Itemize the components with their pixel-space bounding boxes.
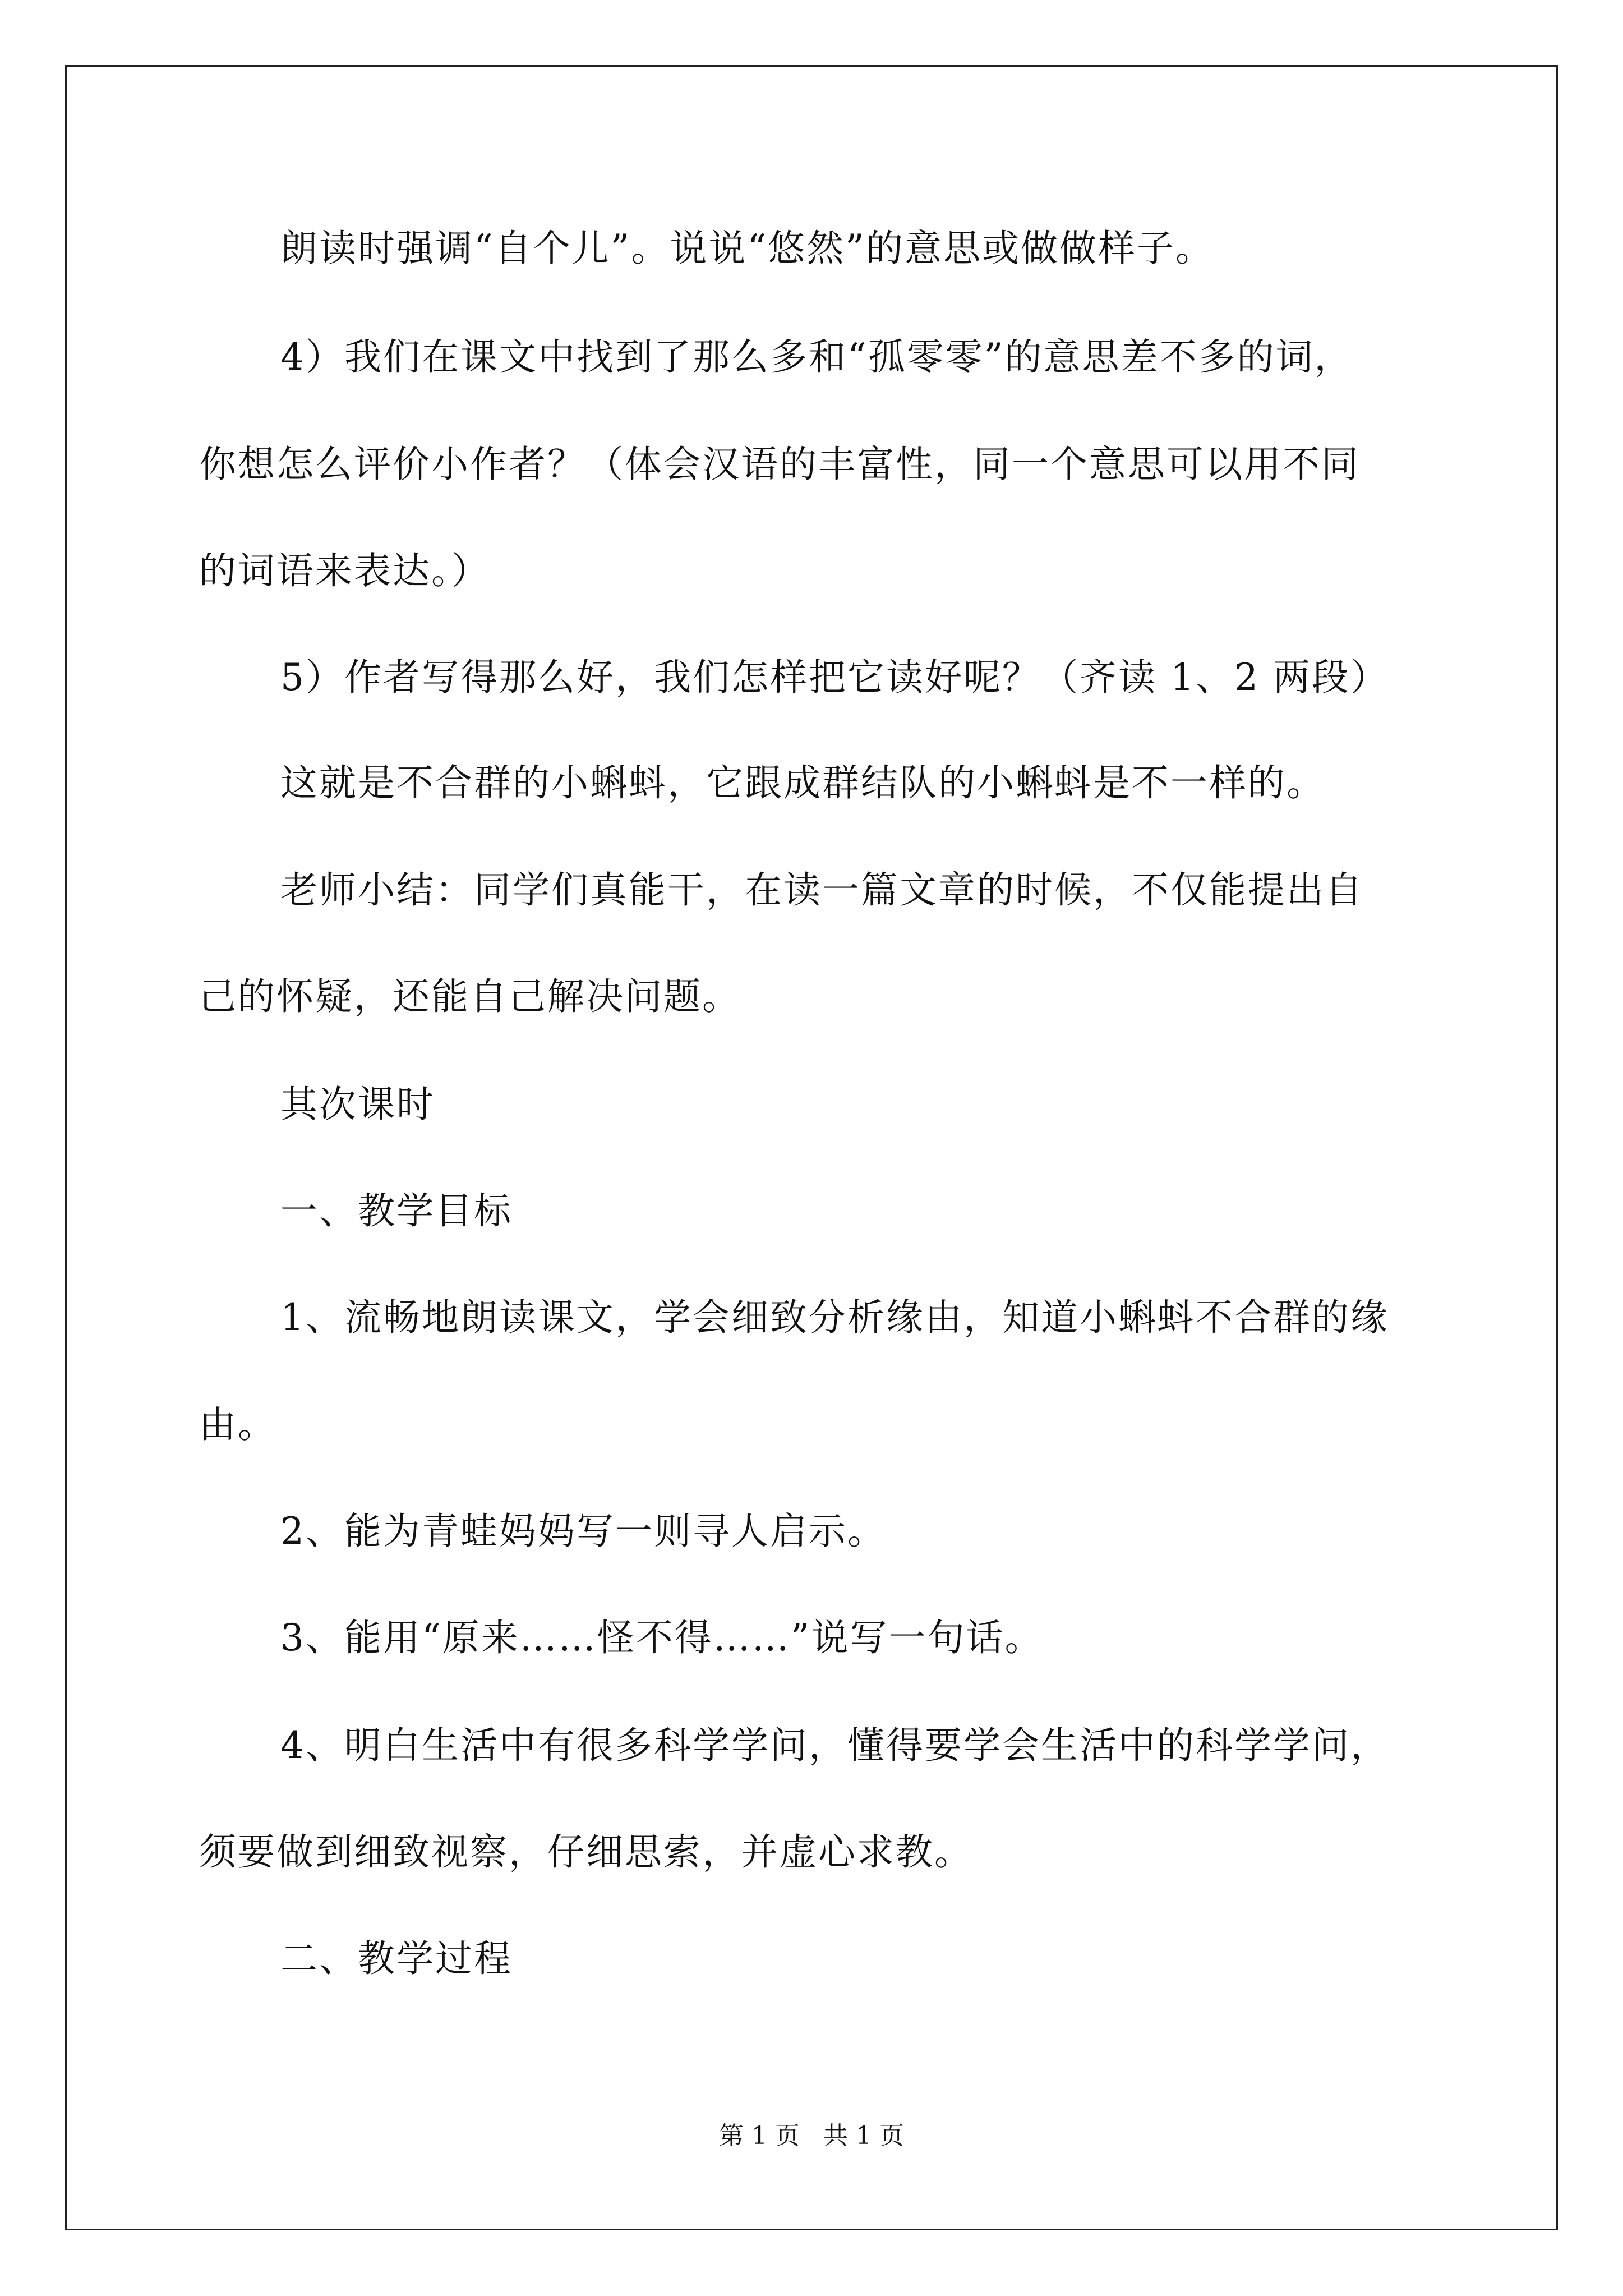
text-line-2: 4）我们在课文中找到了那么多和“孤零零”的意思差不多的词， (280, 335, 1353, 379)
text-line-3: 你想怎么评价小作者？（体会汉语的丰富性，同一个意思可以用不同 (199, 443, 1360, 486)
text-line-12: 由。 (199, 1403, 276, 1446)
text-line-4: 的词语来表达。） (199, 549, 490, 592)
section-heading-process: 二、教学过程 (280, 1937, 513, 1980)
text-line-11: 1、流畅地朗读课文，学会细致分析缘由，知道小蝌蚪不合群的缘 (280, 1296, 1389, 1339)
text-line-8: 己的怀疑，还能自己解决问题。 (199, 975, 741, 1018)
text-line-14: 3、能用“原来……怪不得……”说写一句话。 (280, 1616, 1044, 1659)
page-number-footer: 第 1 页 共 1 页 (719, 2122, 904, 2150)
text-line-6: 这就是不合群的小蝌蚪，它跟成群结队的小蝌蚪是不一样的。 (280, 761, 1325, 804)
text-line-5: 5）作者写得那么好，我们怎样把它读好呢？（齐读 1、2 两段） (280, 656, 1389, 699)
section-heading-second-lesson: 其次课时 (280, 1083, 435, 1126)
page-border (65, 65, 1558, 2230)
text-line-7: 老师小结：同学们真能干，在读一篇文章的时候，不仅能提出自 (280, 868, 1364, 912)
section-heading-objectives: 一、教学目标 (280, 1189, 513, 1232)
text-line-16: 须要做到细致视察，仔细思索，并虚心求教。 (199, 1830, 973, 1874)
text-line-15: 4、明白生活中有很多科学学问，懂得要学会生活中的科学学问， (280, 1724, 1389, 1767)
text-line-1: 朗读时强调“自个儿”。说说“悠然”的意思或做做样子。 (280, 227, 1214, 270)
text-line-13: 2、能为青蛙妈妈写一则寻人启示。 (280, 1510, 886, 1553)
